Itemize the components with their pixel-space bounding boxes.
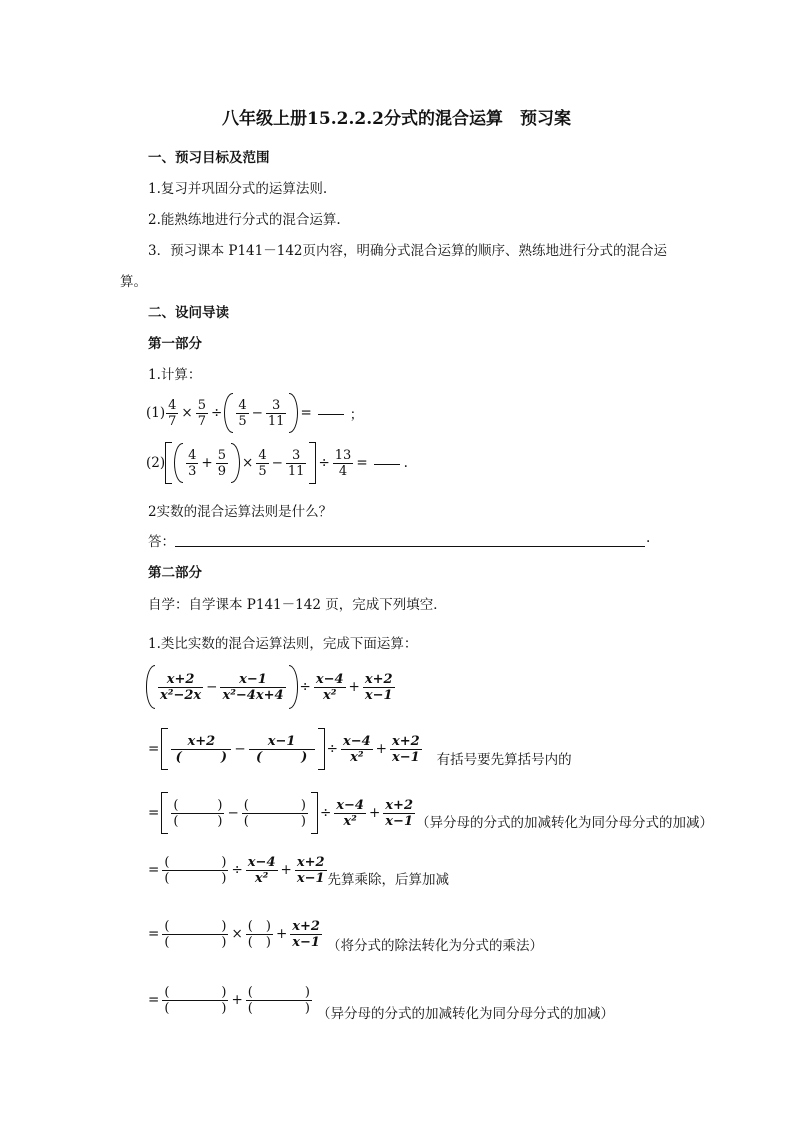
answer-end: .	[646, 530, 651, 546]
fraction: $\frac{5}{7}$	[197, 397, 206, 429]
part2-heading: 第二部分	[148, 565, 202, 581]
plus-sign: +	[280, 862, 292, 878]
plus-sign: +	[231, 992, 243, 1008]
part2-q1-label: 1.类比实数的混合运算法则，完成下面运算：	[148, 636, 418, 652]
blank-fraction[interactable]: $\frac{( )}{( )}$	[247, 984, 310, 1016]
expr2-label: (2)	[146, 455, 166, 471]
left-paren	[174, 443, 183, 483]
right-bracket	[311, 792, 318, 834]
expression-2	[146, 442, 408, 484]
derivation-line-1	[146, 728, 572, 770]
answer-blank[interactable]	[318, 412, 344, 415]
fraction: $\frac{5}{9}$	[217, 447, 226, 479]
fraction: $\frac{x+2}{x-1}$	[385, 797, 413, 829]
fraction: $\frac{x-1}{\text{x²−4x+4}}$	[222, 671, 284, 703]
minus-sign: −	[234, 741, 246, 757]
derivation-line-3	[146, 852, 449, 888]
goal-item-3: 3．预习课本 P141－142页内容，明确分式混合运算的顺序、熟练地进行分式的混合运	[148, 243, 667, 259]
equals-sign: =	[356, 455, 368, 471]
right-paren	[231, 443, 240, 483]
fraction: $\frac{13}{4}$	[334, 447, 352, 479]
left-bracket	[161, 728, 168, 770]
expression-1	[146, 393, 363, 433]
answer-blank[interactable]	[374, 462, 400, 465]
equals-sign: =	[148, 741, 160, 757]
page-title: 八年级上册15.2.2.2分式的混合运算 预习案	[222, 109, 571, 129]
divide-sign: ÷	[211, 405, 223, 421]
fraction: $\frac{4}{7}$	[168, 397, 177, 429]
right-bracket	[318, 728, 325, 770]
minus-sign: −	[227, 805, 239, 821]
expr2-end: .	[403, 455, 408, 471]
fraction: $\frac{x+2}{( )}$	[171, 734, 231, 765]
plus-sign: +	[368, 805, 381, 821]
goal-item-2: 2.能熟练地进行分式的混合运算.	[148, 212, 341, 228]
equals-sign: =	[148, 992, 160, 1008]
derivation-line-0	[146, 665, 396, 709]
goal-item-3-cont: 算。	[120, 274, 147, 290]
step-note-1: 有括号要先算括号内的	[436, 752, 572, 768]
right-paren	[289, 665, 298, 709]
fraction: $\frac{x-1}{( )}$	[249, 734, 315, 765]
blank-fraction[interactable]: $\frac{( )}{( )}$	[164, 854, 227, 886]
fraction: $\frac{x+2}{x-1}$	[364, 671, 393, 703]
fraction: $\frac{4}{5}$	[258, 447, 267, 479]
derivation-line-2	[146, 792, 713, 834]
fraction: $\frac{x+2}{x-1}$	[292, 918, 320, 950]
minus-sign: −	[271, 455, 283, 471]
left-paren	[146, 665, 155, 709]
equals-sign: =	[300, 405, 312, 421]
step-note-5: （异分母的分式的加减转化为同分母分式的加减）	[316, 1006, 614, 1022]
derivation-line-4	[146, 914, 543, 954]
fraction: $\frac{3}{11}$	[267, 397, 285, 429]
divide-sign: ÷	[318, 455, 330, 471]
fraction: $\frac{x-4}{\text{x²}}$	[336, 797, 364, 829]
derivation-line-5	[146, 978, 614, 1022]
left-paren	[224, 393, 233, 433]
expr1-label: (1)	[146, 405, 166, 421]
fraction: $\frac{3}{11}$	[287, 447, 305, 479]
section1-heading: 一、预习目标及范围	[148, 150, 270, 166]
step-note-3: 先算乘除，后算加减	[327, 872, 450, 888]
blank-fraction[interactable]: $\frac{( )}{( )}$	[164, 918, 227, 950]
fraction: $\frac{x-4}{\text{x²}}$	[315, 671, 344, 703]
step-note-4: （将分式的除法转化为分式的乘法）	[326, 938, 543, 954]
minus-sign: −	[206, 679, 218, 695]
divide-sign: ÷	[319, 805, 332, 821]
goal-item-1: 1.复习并巩固分式的运算法则.	[148, 181, 328, 197]
plus-sign: +	[275, 926, 288, 942]
part1-q1-label: 1.计算：	[148, 367, 202, 383]
divide-sign: ÷	[326, 741, 338, 757]
minus-sign: −	[251, 405, 263, 421]
times-sign: ×	[231, 926, 243, 942]
left-bracket	[165, 442, 172, 484]
part2-intro: 自学：自学课本 P141－142 页，完成下列填空．	[148, 597, 447, 613]
fraction: $\frac{x+2}{\text{x²−2x}}$	[160, 671, 202, 703]
plus-sign: +	[348, 679, 360, 695]
fraction: $\frac{x+2}{x-1}$	[391, 733, 420, 765]
fraction: $\frac{x-4}{\text{x²}}$	[342, 733, 371, 765]
blank-fraction[interactable]: $\frac{( )}{( )}$	[173, 797, 223, 829]
expr1-end: ；	[349, 407, 364, 423]
blank-fraction[interactable]: $\frac{( )}{( )}$	[164, 984, 227, 1016]
equals-sign: =	[148, 862, 160, 878]
answer-line[interactable]	[175, 546, 645, 547]
divide-sign: ÷	[299, 679, 311, 695]
equals-sign: =	[148, 926, 160, 942]
fraction: $\frac{4}{5}$	[238, 397, 247, 429]
fraction: $\frac{4}{3}$	[188, 447, 197, 479]
times-sign: ×	[242, 455, 254, 471]
step-note-2: （异分母的分式的加减转化为同分母分式的加减）	[416, 815, 713, 831]
part1-q2: 2实数的混合运算法则是什么？	[148, 504, 333, 520]
blank-fraction[interactable]: $\frac{( )}{( )}$	[247, 918, 271, 950]
equals-sign: =	[148, 805, 160, 821]
plus-sign: +	[201, 455, 213, 471]
left-bracket	[161, 792, 168, 834]
section2-heading: 二、设问导读	[148, 305, 229, 321]
blank-fraction[interactable]: $\frac{( )}{( )}$	[243, 797, 306, 829]
times-sign: ×	[181, 405, 193, 421]
right-bracket	[309, 442, 316, 484]
divide-sign: ÷	[231, 862, 243, 878]
fraction: $\frac{x+2}{x-1}$	[296, 854, 325, 886]
fraction: $\frac{x-4}{\text{x²}}$	[247, 854, 276, 886]
answer-label: 答：	[148, 534, 175, 550]
right-paren	[289, 393, 298, 433]
part1-heading: 第一部分	[148, 336, 202, 352]
plus-sign: +	[375, 741, 387, 757]
